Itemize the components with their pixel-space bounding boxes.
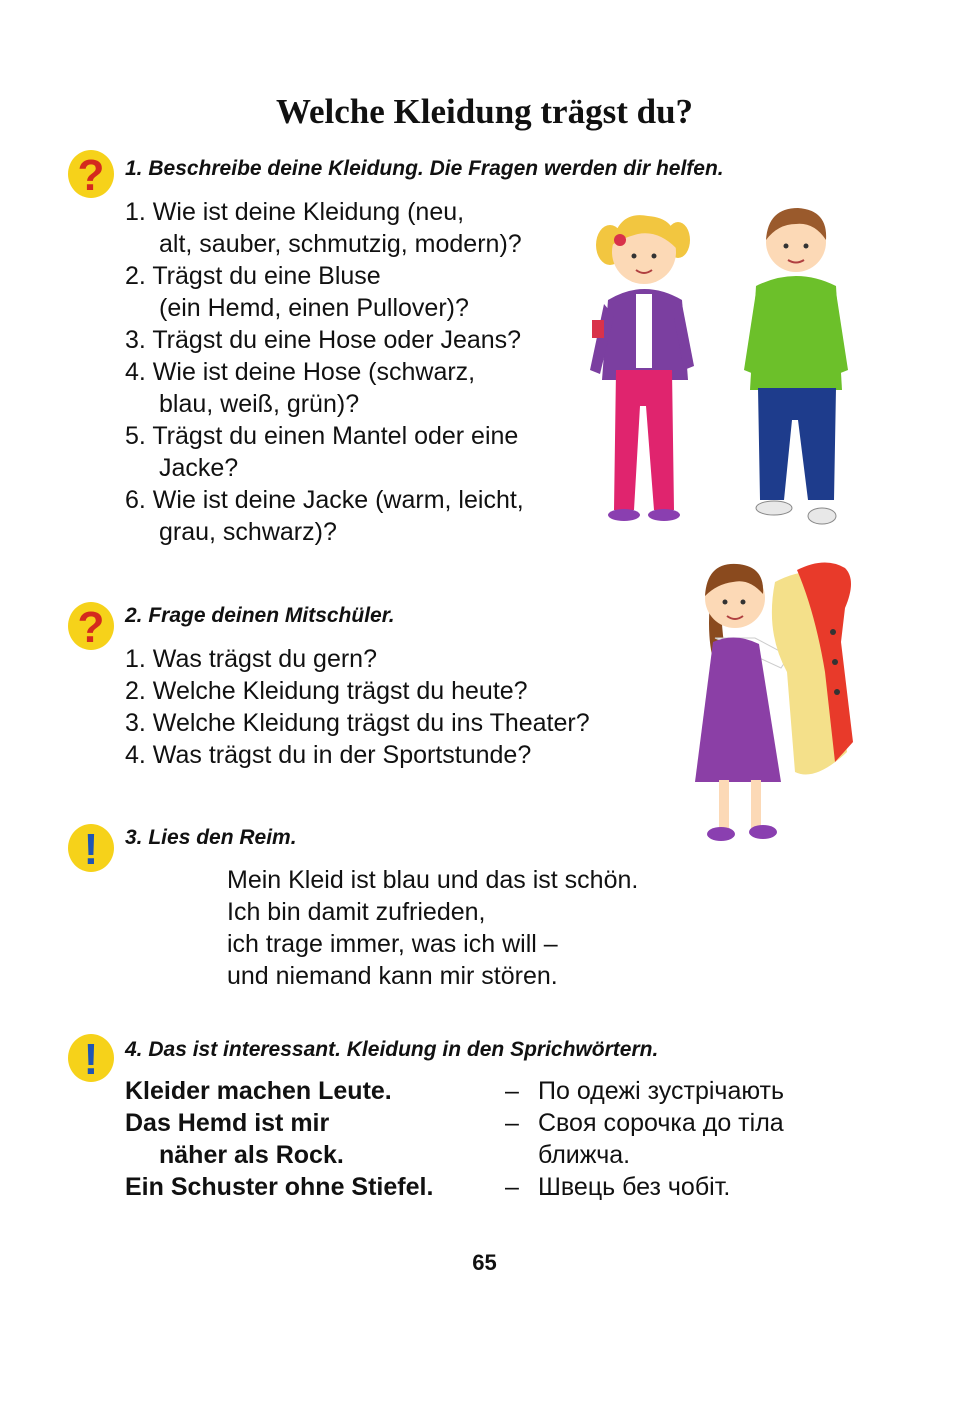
task-2-line: 3. Welche Kleidung trägst du ins Theater? [125,709,590,737]
exclamation-mark-icon [67,820,115,874]
page-number: 65 [472,1250,497,1275]
proverb-german: Kleider machen Leute. [125,1077,392,1105]
task-1-line: blau, weiß, grün)? [159,390,360,418]
task-1-line: grau, schwarz)? [159,518,337,546]
proverb-dash: – [505,1109,519,1137]
poem-line: ich trage immer, was ich will – [227,930,558,958]
task-2-line: 1. Was trägst du gern? [125,645,377,673]
task-4-heading: 4. Das ist interessant. Kleidung in den Sprichwörtern. [125,1038,659,1061]
proverb-ukrainian: Швець без чобіт. [538,1173,731,1201]
exclamation-mark-icon [67,1030,115,1084]
task-1-line: 6. Wie ist deine Jacke (warm, leicht, [125,486,524,514]
children-illustration [578,200,863,535]
poem-line: und niemand kann mir stören. [227,962,558,990]
question-mark-icon [67,146,115,200]
girl-figure [590,215,694,521]
task-2-heading: 2. Frage deinen Mitschüler. [125,604,395,627]
proverb-german: näher als Rock. [159,1141,344,1169]
svg-text:?: ? [77,151,105,200]
proverb-ukrainian: ближча. [538,1141,631,1169]
task-2-line: 4. Was trägst du in der Sportstunde? [125,741,532,769]
svg-text:?: ? [77,603,105,652]
task-1-line: 1. Wie ist deine Kleidung (neu, [125,198,465,226]
proverb-dash: – [505,1173,519,1201]
task-3-heading: 3. Lies den Reim. [125,826,297,849]
task-1-line: alt, sauber, schmutzig, modern)? [159,230,522,258]
proverb-german: Das Hemd ist mir [125,1109,330,1137]
boy-figure [744,208,848,524]
girl-with-jacket-illustration [685,552,865,847]
task-2-question-list [125,643,590,771]
svg-text:!: ! [83,1035,99,1084]
task-1-line: 3. Trägst du eine Hose oder Jeans? [125,326,522,354]
rhyme-poem [227,864,638,992]
task-1-line: Jacke? [159,454,239,482]
task-1-line: (ein Hemd, einen Pullover)? [159,294,469,322]
task-1-question-list [125,196,524,548]
proverb-dash: – [505,1077,519,1105]
proverb-ukrainian: Своя сорочка до тіла [538,1109,784,1137]
proverb-german: Ein Schuster ohne Stiefel. [125,1173,434,1201]
page-title: Welche Kleidung trägst du? [275,92,694,131]
task-1-line: 2. Trägst du eine Bluse [125,262,381,290]
task-2-line: 2. Welche Kleidung trägst du heute? [125,677,528,705]
question-mark-icon [67,598,115,652]
poem-line: Mein Kleid ist blau und das ist schön. [227,866,639,894]
task-1-line: 4. Wie ist deine Hose (schwarz, [125,358,476,386]
task-1-heading: 1. Beschreibe deine Kleidung. Die Fragen werden dir helfen. [125,157,724,180]
svg-text:!: ! [83,825,99,874]
task-1-line: 5. Trägst du einen Mantel oder eine [125,422,519,450]
poem-line: Ich bin damit zufrieden, [227,898,486,926]
proverb-ukrainian: По одежі зустрічають [538,1077,785,1105]
